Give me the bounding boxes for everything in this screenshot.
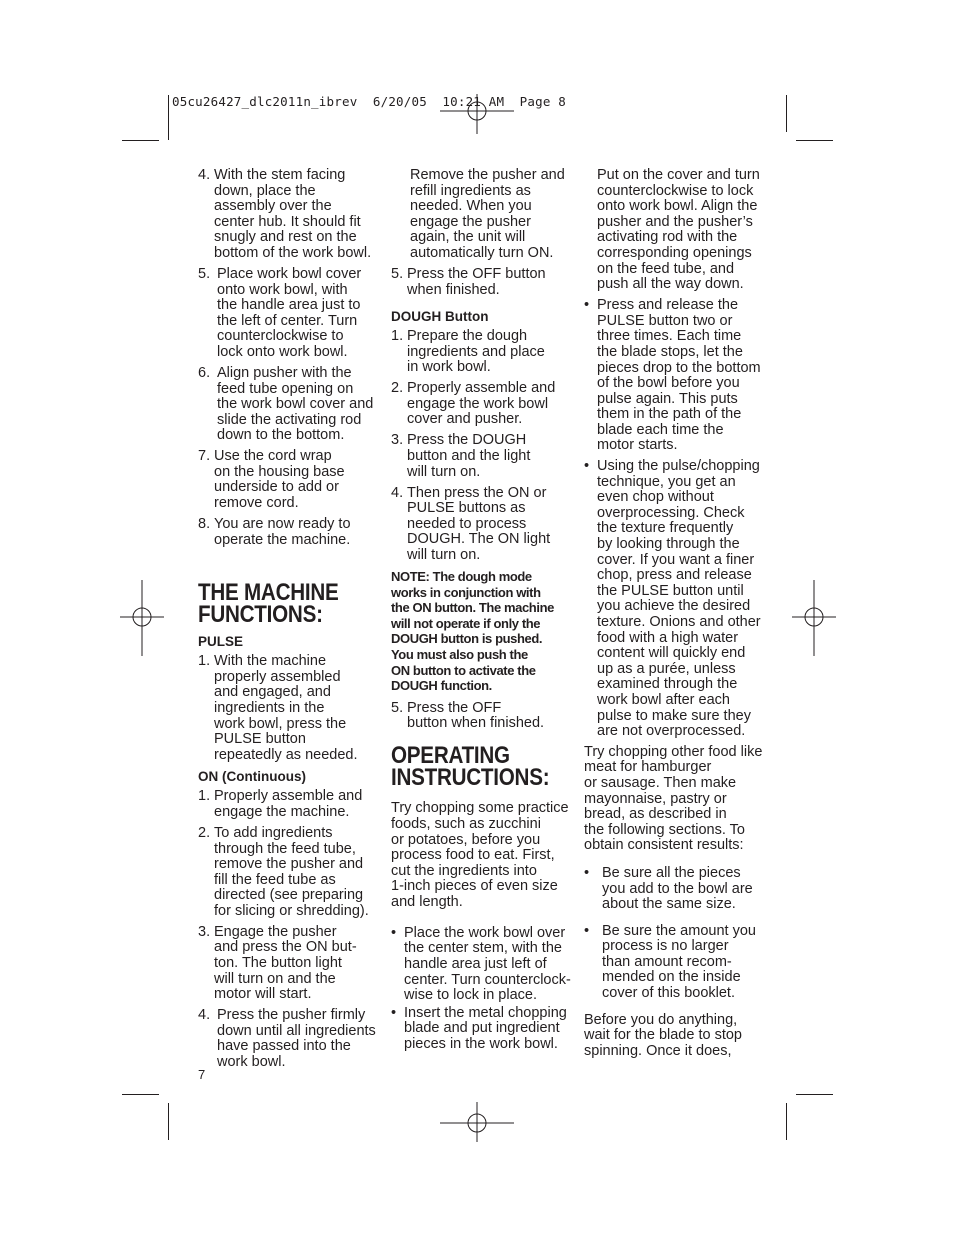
paragraph (584, 745, 764, 854)
text-line: spinning. Once it does, (584, 1042, 732, 1059)
step-line: Press the pusher firmly (217, 1007, 366, 1024)
step-line: bottom of the work bowl. (214, 244, 372, 261)
text-line: activating rod with the (597, 229, 738, 246)
list-item (391, 486, 571, 564)
list-item (198, 449, 378, 511)
crop-mark (796, 1094, 833, 1095)
step-line: operate the machine. (214, 531, 351, 548)
step-line: feed tube opening on (217, 380, 354, 397)
step-line: Align pusher with the (217, 364, 352, 381)
text-line: pusher and the pusher’s (597, 213, 753, 230)
note-line: will not operate if only the (391, 615, 541, 631)
step-line: work bowl. (217, 1054, 286, 1071)
step-number: 4. (198, 1007, 211, 1024)
step-line: ingredients in the (214, 699, 325, 716)
step-line: button when finished. (407, 715, 545, 732)
bullet-line: the texture frequently (597, 520, 734, 537)
bullet-line: Be sure all the pieces (602, 864, 741, 881)
bullet-line: Press and release the (597, 297, 739, 314)
step-line: when finished. (407, 281, 500, 298)
step-line: To add ingredients (214, 824, 333, 841)
step-line: Place work bowl cover (217, 265, 362, 282)
step-line: will turn on. (407, 463, 481, 480)
text-line: onto work bowl. Align the (597, 198, 758, 215)
bullet-line: the PULSE button until (597, 582, 744, 599)
step-number: 7. (198, 448, 211, 465)
text-line: or potatoes, before you (391, 831, 541, 848)
list-item (391, 267, 571, 298)
step-line: snugly and rest on the (214, 229, 357, 246)
step-number: 2. (198, 824, 211, 841)
text-line: corresponding openings (597, 244, 752, 261)
bullet-line: work bowl after each (597, 691, 730, 708)
bullet-glyph: • (584, 458, 590, 475)
crop-mark (122, 1094, 159, 1095)
text-line: process food to eat. First, (391, 847, 555, 864)
bullet-line: wise to lock in place. (404, 987, 537, 1004)
bullet-item (584, 298, 764, 454)
printer-slug: 05cu26427_dlc2011n_ibrev 6/20/05 10:21 AM Page 8 (172, 94, 567, 109)
step-line: With the stem facing (214, 167, 346, 183)
bullet-line: the blade stops, let the (597, 343, 743, 360)
step-line: Press the OFF (407, 699, 502, 716)
text-line: obtain consistent results: (584, 837, 744, 854)
bullet-line: even chop without (597, 489, 714, 506)
step-line: will turn on. (407, 547, 481, 564)
bullet-item (391, 1006, 571, 1053)
step-line: Then press the ON or (407, 484, 547, 501)
list-item (198, 654, 378, 763)
step-line: and press the ON but- (214, 939, 357, 956)
step-line: for slicing or shredding). (214, 902, 369, 919)
heading-line: THE MACHINE (198, 578, 339, 606)
step-line: PULSE buttons as (407, 500, 526, 517)
text-line: foods, such as zucchini (391, 815, 541, 832)
step-line: work bowl, press the (214, 715, 347, 732)
bullet-line: handle area just left of (404, 956, 547, 973)
crop-mark (168, 1103, 169, 1140)
list-item (391, 433, 571, 480)
bullet-line: center. Turn counterclock- (404, 971, 571, 988)
note-line: DOUGH function. (391, 678, 492, 694)
text-line: needed. When you (410, 198, 532, 215)
step-line: fill the feed tube as (214, 871, 336, 888)
bullet-line: three times. Each time (597, 328, 742, 345)
bullet-line: pieces drop to the bottom (597, 359, 761, 376)
step-line: Engage the pusher (214, 923, 337, 940)
step-number: 2. (391, 380, 404, 397)
step-line: through the feed tube, (214, 840, 356, 857)
bullet-line: overprocessing. Check (597, 504, 745, 521)
bullet-glyph: • (584, 922, 590, 939)
text-line: wait for the blade to stop (584, 1027, 742, 1044)
step-line: Press the OFF button (407, 265, 546, 282)
text-line: the following sections. To (584, 821, 745, 838)
text-line: Before you do anything, (584, 1011, 738, 1028)
step-line: center hub. It should fit (214, 213, 361, 230)
bullet-line: blade and put ingredient (404, 1020, 560, 1037)
step-line: the work bowl cover and (217, 396, 374, 413)
list-item (198, 1008, 378, 1070)
step-line: have passed into the (217, 1038, 351, 1055)
note-line: NOTE: The dough mode (391, 569, 532, 584)
step-line: directed (see preparing (214, 887, 364, 904)
bullet-line: examined through the (597, 676, 738, 693)
heading-line: INSTRUCTIONS: (391, 764, 550, 792)
bullet-line: them in the path of the (597, 406, 742, 423)
text-line: 1-inch pieces of even size (391, 878, 558, 895)
column-1 (198, 168, 378, 1076)
text-line: meat for hamburger (584, 759, 712, 776)
step-line: in work bowl. (407, 359, 491, 376)
step-line: properly assembled (214, 668, 341, 685)
bullet-item (584, 924, 764, 1002)
text-line: push all the way down. (597, 276, 744, 293)
list-item (198, 517, 378, 548)
step-line: Press the DOUGH (407, 432, 527, 449)
step-line: You are now ready to (214, 516, 351, 533)
step-line: down, place the (214, 182, 316, 199)
step-line: needed to process (407, 515, 527, 532)
list-item (198, 168, 378, 262)
step-line: assembly over the (214, 198, 332, 215)
step-number: 8. (198, 516, 211, 533)
step-line: Properly assemble and (407, 380, 556, 397)
note-line: DOUGH button is pushed. (391, 631, 543, 647)
text-line: mayonnaise, pastry or (584, 790, 727, 807)
step-line: remove the pusher and (214, 856, 364, 873)
step-line: button and the light (407, 448, 531, 465)
text-line: bread, as described in (584, 806, 727, 823)
continued-text (584, 168, 764, 293)
step-number: 3. (198, 923, 211, 940)
step-number: 5. (391, 265, 404, 282)
bullet-line: texture. Onions and other (597, 614, 761, 631)
step-number: 4. (391, 484, 404, 501)
crop-mark (786, 95, 787, 132)
step-number: 1. (391, 328, 404, 345)
note-line: You must also push the (391, 646, 528, 662)
list-item (391, 381, 571, 428)
step-number: 6. (198, 364, 211, 381)
registration-mark (437, 94, 517, 134)
step-line: will turn on and the (214, 970, 336, 987)
bullet-line: up as a purée, unless (597, 660, 736, 677)
bullet-line: mended on the inside (602, 969, 741, 986)
step-line: Prepare the dough (407, 328, 528, 345)
text-line: or sausage. Then make (584, 774, 737, 791)
step-line: and engaged, and (214, 684, 331, 701)
registration-mark (792, 580, 852, 656)
heading-line: OPERATING (391, 742, 510, 770)
bullet-line: food with a high water (597, 629, 739, 646)
step-line: ingredients and place (407, 343, 545, 360)
step-line: DOUGH. The ON light (407, 531, 551, 548)
text-line: counterclockwise to lock (597, 182, 754, 199)
text-line: Try chopping some practice (391, 800, 569, 817)
heading-line: FUNCTIONS: (198, 600, 323, 628)
step-line: With the machine (214, 653, 327, 670)
bullet-line: content will quickly end (597, 645, 746, 662)
bullet-line: Insert the metal chopping (404, 1004, 567, 1021)
crop-mark (786, 1103, 787, 1140)
bullet-line: the center stem, with the (404, 940, 562, 957)
list-item (198, 267, 378, 361)
bullet-line: PULSE button two or (597, 312, 733, 329)
bullet-line: Place the work bowl over (404, 924, 566, 941)
column-3 (584, 168, 764, 1065)
bullet-line: chop, press and release (597, 567, 752, 584)
step-number: 3. (391, 432, 404, 449)
bullet-line: Using the pulse/chopping (597, 458, 760, 475)
step-line: slide the activating rod (217, 411, 362, 428)
step-number: 5. (198, 265, 211, 282)
bullet-item (584, 459, 764, 740)
page-number: 7 (198, 1067, 206, 1082)
assembly-steps (198, 168, 378, 548)
list-item (391, 329, 571, 376)
list-item (198, 925, 378, 1003)
step-line: PULSE button (214, 731, 306, 748)
text-line: Put on the cover and turn (597, 167, 760, 183)
text-line: cut the ingredients into (391, 862, 537, 879)
list-item (198, 826, 378, 920)
step-number: 4. (198, 167, 211, 183)
bullet-line: are not overprocessed. (597, 723, 746, 740)
text-line: automatically turn ON. (410, 244, 554, 261)
step-line: Use the cord wrap (214, 448, 332, 465)
step-line: down to the bottom. (217, 427, 345, 444)
bullet-line: about the same size. (602, 896, 736, 913)
step-line: engage the machine. (214, 803, 350, 820)
step-number: 1. (198, 653, 211, 670)
bullet-item (584, 866, 764, 913)
text-line: Try chopping other food like (584, 743, 763, 760)
step-line: cover and pusher. (407, 411, 523, 428)
bullet-item (391, 926, 571, 1004)
text-line: again, the unit will (410, 229, 526, 246)
text-line: engage the pusher (410, 213, 531, 230)
column-2 (391, 168, 571, 1058)
text-line: on the feed tube, and (597, 260, 735, 277)
section-heading (198, 578, 379, 628)
bullet-line: than amount recom- (602, 953, 732, 970)
list-item (391, 701, 571, 732)
bullet-line: technique, you get an (597, 473, 736, 490)
step-line: underside to add or (214, 479, 339, 496)
step-line: the left of center. Turn (217, 312, 358, 329)
bullet-glyph: • (584, 864, 590, 881)
bullet-line: pieces in the work bowl. (404, 1036, 558, 1053)
bullet-line: cover of this booklet. (602, 985, 735, 1002)
step-line: down until all ingredients (217, 1022, 376, 1039)
step-line: lock onto work bowl. (217, 343, 348, 360)
step-line: the handle area just to (217, 297, 361, 314)
crop-mark (122, 140, 159, 141)
bullet-line: cover. If you want a finer (597, 551, 755, 568)
step-line: motor will start. (214, 986, 312, 1003)
subheading-dough: DOUGH Button (391, 308, 489, 324)
subheading-on: ON (Continuous) (198, 768, 306, 784)
list-item (198, 366, 378, 444)
dough-note (391, 569, 571, 694)
note-line: works in conjunction with (391, 584, 541, 600)
step-line: repeatedly as needed. (214, 746, 358, 763)
section-heading (391, 742, 572, 792)
subheading-pulse: PULSE (198, 633, 244, 649)
bullet-glyph: • (584, 297, 590, 314)
step-line: on the housing base (214, 463, 345, 480)
bullet-glyph: • (391, 924, 397, 941)
continued-text (391, 168, 571, 262)
bullet-line: by looking through the (597, 536, 740, 553)
intro-paragraph (391, 801, 571, 910)
step-line: ton. The button light (214, 955, 342, 972)
crop-mark (168, 95, 169, 140)
crop-mark (796, 140, 833, 141)
bullet-line: of the bowl before you (597, 375, 740, 392)
note-line: ON button to activate the (391, 662, 536, 678)
bullet-line: pulse again. This puts (597, 390, 738, 407)
text-line: Remove the pusher and (410, 167, 565, 183)
bullet-line: you add to the bowl are (602, 880, 753, 897)
step-number: 5. (391, 699, 404, 716)
bullet-line: pulse to make sure they (597, 707, 751, 724)
registration-mark (437, 1102, 517, 1142)
bullet-line: blade each time the (597, 421, 724, 438)
text-line: refill ingredients as (410, 182, 531, 199)
paragraph (584, 1013, 764, 1060)
step-line: engage the work bowl (407, 395, 549, 412)
step-line: onto work bowl, with (217, 281, 348, 298)
list-item (198, 789, 378, 820)
bullet-line: motor starts. (597, 437, 678, 454)
bullet-line: you achieve the desired (597, 598, 751, 615)
step-line: remove cord. (214, 495, 299, 512)
registration-mark (120, 580, 180, 656)
bullet-line: Be sure the amount you (602, 922, 756, 939)
bullet-glyph: • (391, 1004, 397, 1021)
bullet-line: process is no larger (602, 938, 729, 955)
step-line: counterclockwise to (217, 328, 344, 345)
step-number: 1. (198, 788, 211, 805)
text-line: and length. (391, 893, 463, 910)
note-line: the ON button. The machine (391, 600, 554, 616)
step-line: Properly assemble and (214, 788, 363, 805)
